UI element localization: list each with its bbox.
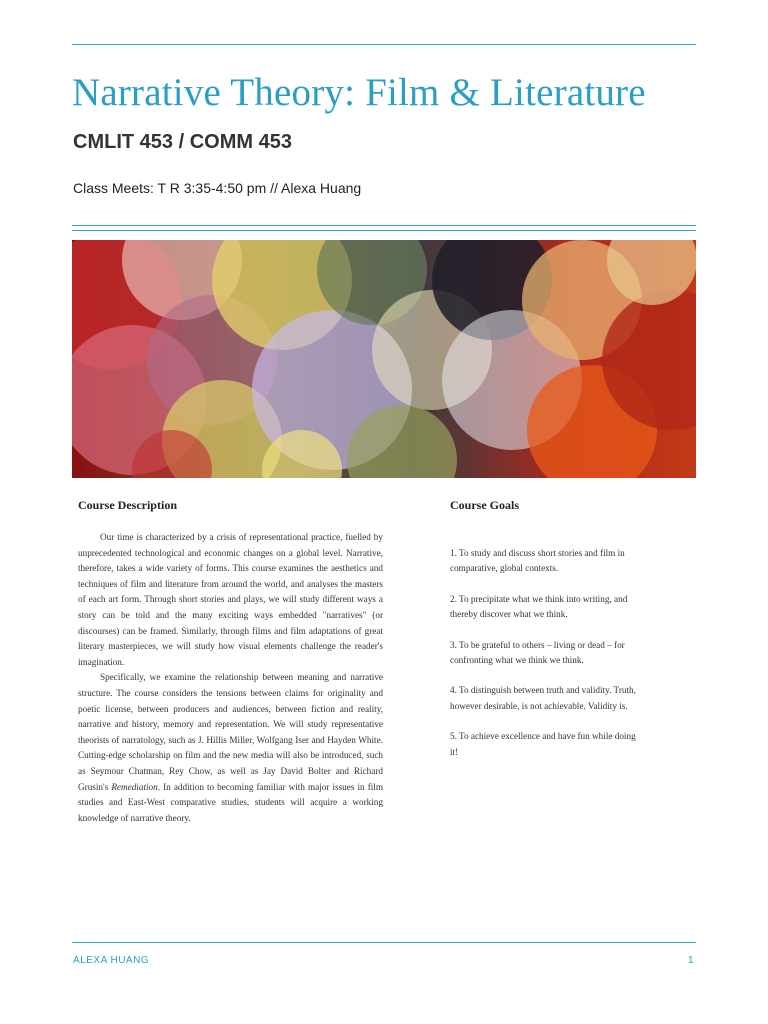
abstract-circles-artwork: [72, 240, 696, 478]
goal-item: 4. To distinguish between truth and validity. Truth, however desirable, is not achievable. Validity is.: [450, 685, 636, 711]
hero-image: [72, 240, 696, 478]
page-number: 1: [688, 955, 694, 966]
course-code: CMLIT 453 / COMM 453: [73, 131, 292, 153]
description-paragraph-2: [78, 670, 383, 826]
footer-rule: [72, 942, 696, 943]
goal-item: 1. To study and discuss short stories and film in comparative, global contexts.: [450, 548, 625, 574]
top-rule: [72, 44, 696, 45]
goal-item: 2. To precipitate what we think into writing, and thereby discover what we think.: [450, 593, 628, 620]
course-goals-heading: Course Goals: [450, 498, 519, 512]
goal-item: 3. To be grateful to others – living or dead – for confronting what we think we think.: [450, 639, 625, 666]
header-rule-1: [72, 225, 696, 226]
description-paragraph-2-part-b: . In addition to becoming familiar with major issues in film studies and East-West comparative studies, students will acquire a working knowledge of narrative theory.: [78, 781, 384, 823]
course-description-heading: Course Description: [78, 498, 177, 512]
description-paragraph-1: Our time is characterized by a crisis of representational practice, fuelled by unprecedented technological and economic changes on a global level. Narrative, therefore, takes a wide variety of forms. This course examines the aesthetics and techniques of film and literature from around the world, and analyses the masters of each art form. Through short stories and plays, we will study different ways a story can be told and the many exciting ways embedded "narratives" (or discourses) can be framed. Similarly, through films and film adaptations of great literary masterpieces, we will study how visual elements challenge the reader's imagination.: [78, 532, 383, 667]
course-description-section: [78, 498, 383, 826]
class-meets: Class Meets: T R 3:35-4:50 pm // Alexa Huang: [73, 180, 362, 196]
header-rule-2: [72, 230, 696, 231]
description-paragraph-2-part-a: Specifically, we examine the relationship between meaning and narrative structure. The course considers the tensions between claims for originality and poetic license, between producers and audiences, between fiction and reality, narrative and history, memory and representation. We will study representative theorists of narratology, such as J. Hillis Miller, Wolfgang Iser and Hayden White. Cutting-edge scholarship on film and the new media will also be introduced, such as Seymour Chatman, Rey Chow, as well as Jay David Bolter and Richard Grusin's: [78, 672, 383, 792]
goal-item: 5. To achieve excellence and have fun while doing it!: [450, 731, 636, 757]
course-goals-section: [450, 498, 640, 775]
remediation-title: Remediation: [111, 781, 158, 792]
page-title: Narrative Theory: Film & Literature: [72, 71, 646, 114]
footer-author: ALEXA HUANG: [73, 955, 150, 966]
